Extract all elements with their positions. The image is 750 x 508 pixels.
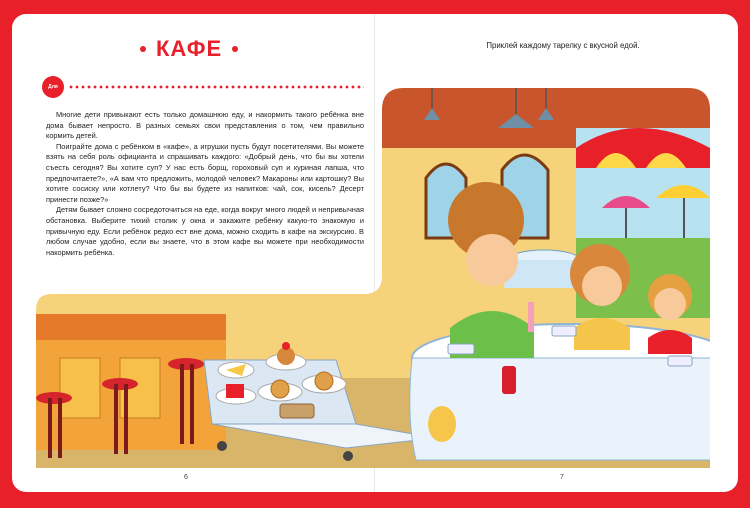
girl-face [582,266,622,306]
cafe-scene-svg [36,88,710,468]
fries-box-icon [226,384,244,398]
page-number-right: 7 [560,474,564,481]
boy-face [654,288,686,320]
bar-panel-1 [60,358,100,418]
title-dot-right-icon [232,46,238,52]
tip-badge-label: Для взрослых [42,84,67,112]
page-title: КАФЕ [156,36,223,61]
page-title-block [140,36,238,62]
napkin-tray [280,404,314,418]
cinnamon-roll-icon [271,380,289,398]
paragraph-3: Детям бывает сложно сосредоточиться на еде, когда вокруг много людей и непривычная обстановка. Выберите тихий столик у окна и закажите ребёнку какую-то знакомую и привычную еду. Если ребёнок редко ест вне дома, можно сходить в кафе на экскурсию. В любом случае удобно, если вы знаете, что в этом кафе вы можете при необходимости накормить ребёнка. [46,205,364,257]
sticker-instruction: Приклей каждому тарелку с вкусной едой. [486,41,640,50]
paragraph-1: Многие дети привыкают есть только домашнюю еду, и накормить такого ребёнка вне дома бывает непросто. В разных семьях свои представления о том, чем правильно кормить детей. [46,110,364,141]
cart-wheel-left [217,441,227,451]
cafe-illustration [36,88,710,468]
paragraph-2: Поиграйте дома с ребёнком в «кафе», а игрушки пусть будут посетителями. Вы можете взять на себя роль официанта и спрашивать каждого: «Добрый день, что бы вы хотели съесть сегодня? Вы хотите суп? У нас есть борщ, гороховый суп и куриная лапша, что предпочитаете?», «А вам что предложить, молодой человек? Макароны или картошку? Вы хотите сосиску или котлету? Что бы вы будете из напитков: чай, сок, кисель? Десерт принести позже?» [46,141,364,204]
bar-countertop [36,314,226,340]
title-dot-left-icon [140,46,146,52]
main-tablecloth [410,358,710,460]
toy-cat-icon [428,406,456,442]
ketchup-bottle-icon [502,366,516,394]
pastry-roll-icon [315,372,333,390]
napkin-left [448,344,474,354]
napkin-middle [552,326,576,336]
cart-wheel-right [343,451,353,461]
napkin-right [668,356,692,366]
cherry-icon [282,342,290,350]
milkshake-glass-icon [528,302,534,332]
page-number-left: 6 [184,474,188,481]
mother-face [466,234,518,286]
